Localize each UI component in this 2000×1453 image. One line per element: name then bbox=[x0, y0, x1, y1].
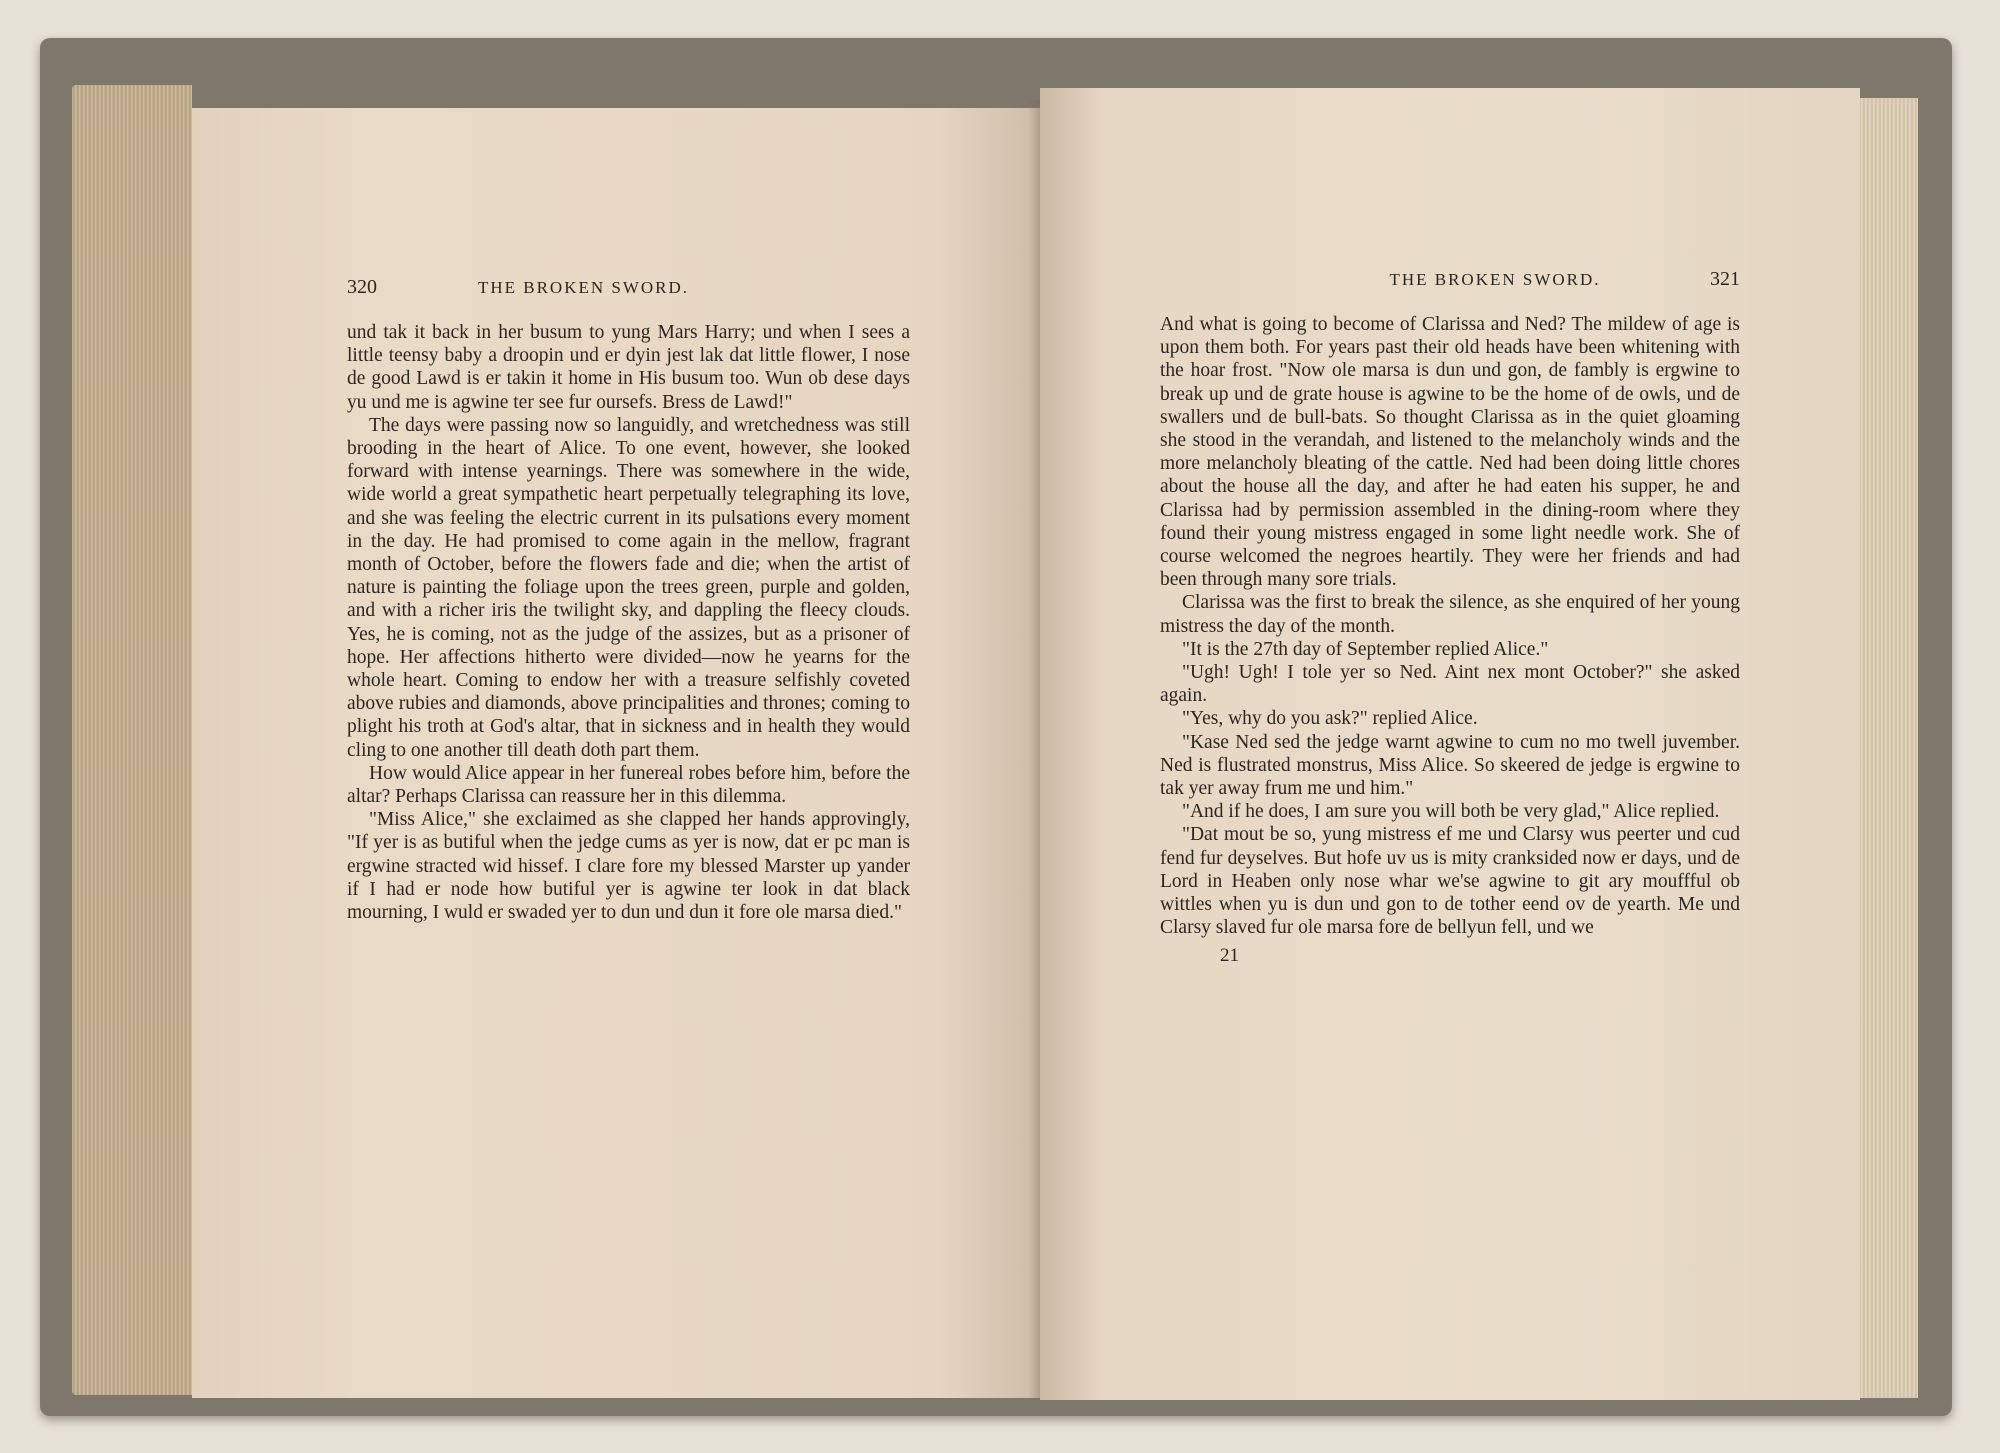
paragraph: "Ugh! Ugh! I tole yer so Ned. Aint nex mont October?" she asked again. bbox=[1160, 662, 1740, 707]
page-edges-left bbox=[72, 85, 192, 1395]
paragraph: und tak it back in her busum to yung Mars Harry; und when I sees a little teensy baby a droopin und er dyin jest lak dat little flower, I nose de good Lawd is er takin it home in His busum too. Wun ob dese days yu und me is agwine ter see fur oursefs. Bress de Lawd!" bbox=[347, 322, 910, 413]
right-page-number: 321 bbox=[1710, 268, 1740, 290]
paragraph: And what is going to become of Clarissa and Ned? The mildew of age is upon them both. For years past their old heads have been whitening with the hoar frost. "Now ole marsa is dun und gon, de fambly is ergwine to break up und de grate house is agwine to be the home of de owls, und de swallers und de bull-bats. So thought Clarissa as in the quiet gloaming she stood in the verandah, and listened to the melancholy winds and the more melancholy bleating of the cattle. Ned had been doing little chores about the house all the day, and after he had eaten his supper, he and Clarissa had by permission assembled in the dining-room where they found their young mistress engaged in some light needle work. She of course welcomed the negroes heartily. They were her friends and had been through many sore trials. bbox=[1160, 314, 1740, 591]
left-page-body bbox=[347, 321, 910, 924]
paragraph: "Dat mout be so, yung mistress ef me und Clarsy wus peerter und cud fend fur deyselves. But hofe uv us is mity cranksided now er days, und de Lord in Heaben only nose whar we'se agwine to git ary mouffful ob wittles when yu is dun und gon to de tother eend ov de yearth. Me und Clarsy slaved fur ole marsa fore de bellyun fell, und we bbox=[1160, 824, 1740, 939]
left-page-number: 320 bbox=[347, 276, 377, 298]
left-page bbox=[192, 108, 1040, 1398]
paragraph: "Kase Ned sed the jedge warnt agwine to cum no mo twell juvember. Ned is flustrated monstrus, Miss Alice. So skeered de jedge is ergwine to tak yer away frum me und him." bbox=[1160, 731, 1740, 800]
paragraph: "It is the 27th day of September replied Alice." bbox=[1182, 638, 1549, 660]
paragraph: How would Alice appear in her funereal robes before him, before the altar? Perhaps Clarissa can reassure her in this dilemma. bbox=[347, 762, 910, 808]
left-page-header bbox=[347, 276, 910, 299]
paragraph: "And if he does, I am sure you will both be very glad," Alice replied. bbox=[1182, 801, 1720, 823]
right-page-body bbox=[1160, 313, 1740, 939]
right-page-header bbox=[1160, 268, 1740, 291]
paragraph: The days were passing now so languidly, and wretchedness was still brooding in the heart of Alice. To one event, however, she looked forward with intense yearnings. There was somewhere in the wide, wide world a great sympathetic heart perpetually telegraphing its love, and she was feeling the electric current in its pulsations every moment in the day. He had promised to come again in the mellow, fragrant month of October, before the flowers fade and die; when the artist of nature is painting the foliage upon the trees green, purple and golden, and with a richer iris the twilight sky, and dappling the fleecy clouds. Yes, he is coming, not as the judge of the assizes, but as a prisoner of hope. Her affections hitherto were divided—now he yearns for the whole heart. Coming to endow her with a treasure selfishly coveted above rubies and diamonds, above principalities and thrones; coming to plight his troth at God's altar, that in sickness and in health they would cling to one another till death doth part them. bbox=[347, 414, 910, 761]
page-edges-right bbox=[1858, 98, 1918, 1398]
right-page bbox=[1040, 88, 1860, 1400]
paragraph: "Miss Alice," she exclaimed as she clapped her hands approvingly, "If yer is as butiful when the jedge cums as yer is now, dat er pc man is ergwine stracted wid hissef. I clare fore my blessed Marster up yander if I had er node how butiful yer is agwine ter look in dat black mourning, I wuld er swaded yer to dun und dun it fore ole marsa died." bbox=[347, 809, 910, 924]
right-running-head: THE BROKEN SWORD. bbox=[1389, 270, 1601, 289]
paragraph: "Yes, why do you ask?" replied Alice. bbox=[1182, 708, 1478, 730]
signature-mark: 21 bbox=[1220, 945, 1239, 967]
paragraph: Clarissa was the first to break the silence, as she enquired of her young mistress the day of the month. bbox=[1160, 592, 1740, 637]
left-running-head: THE BROKEN SWORD. bbox=[477, 278, 690, 297]
